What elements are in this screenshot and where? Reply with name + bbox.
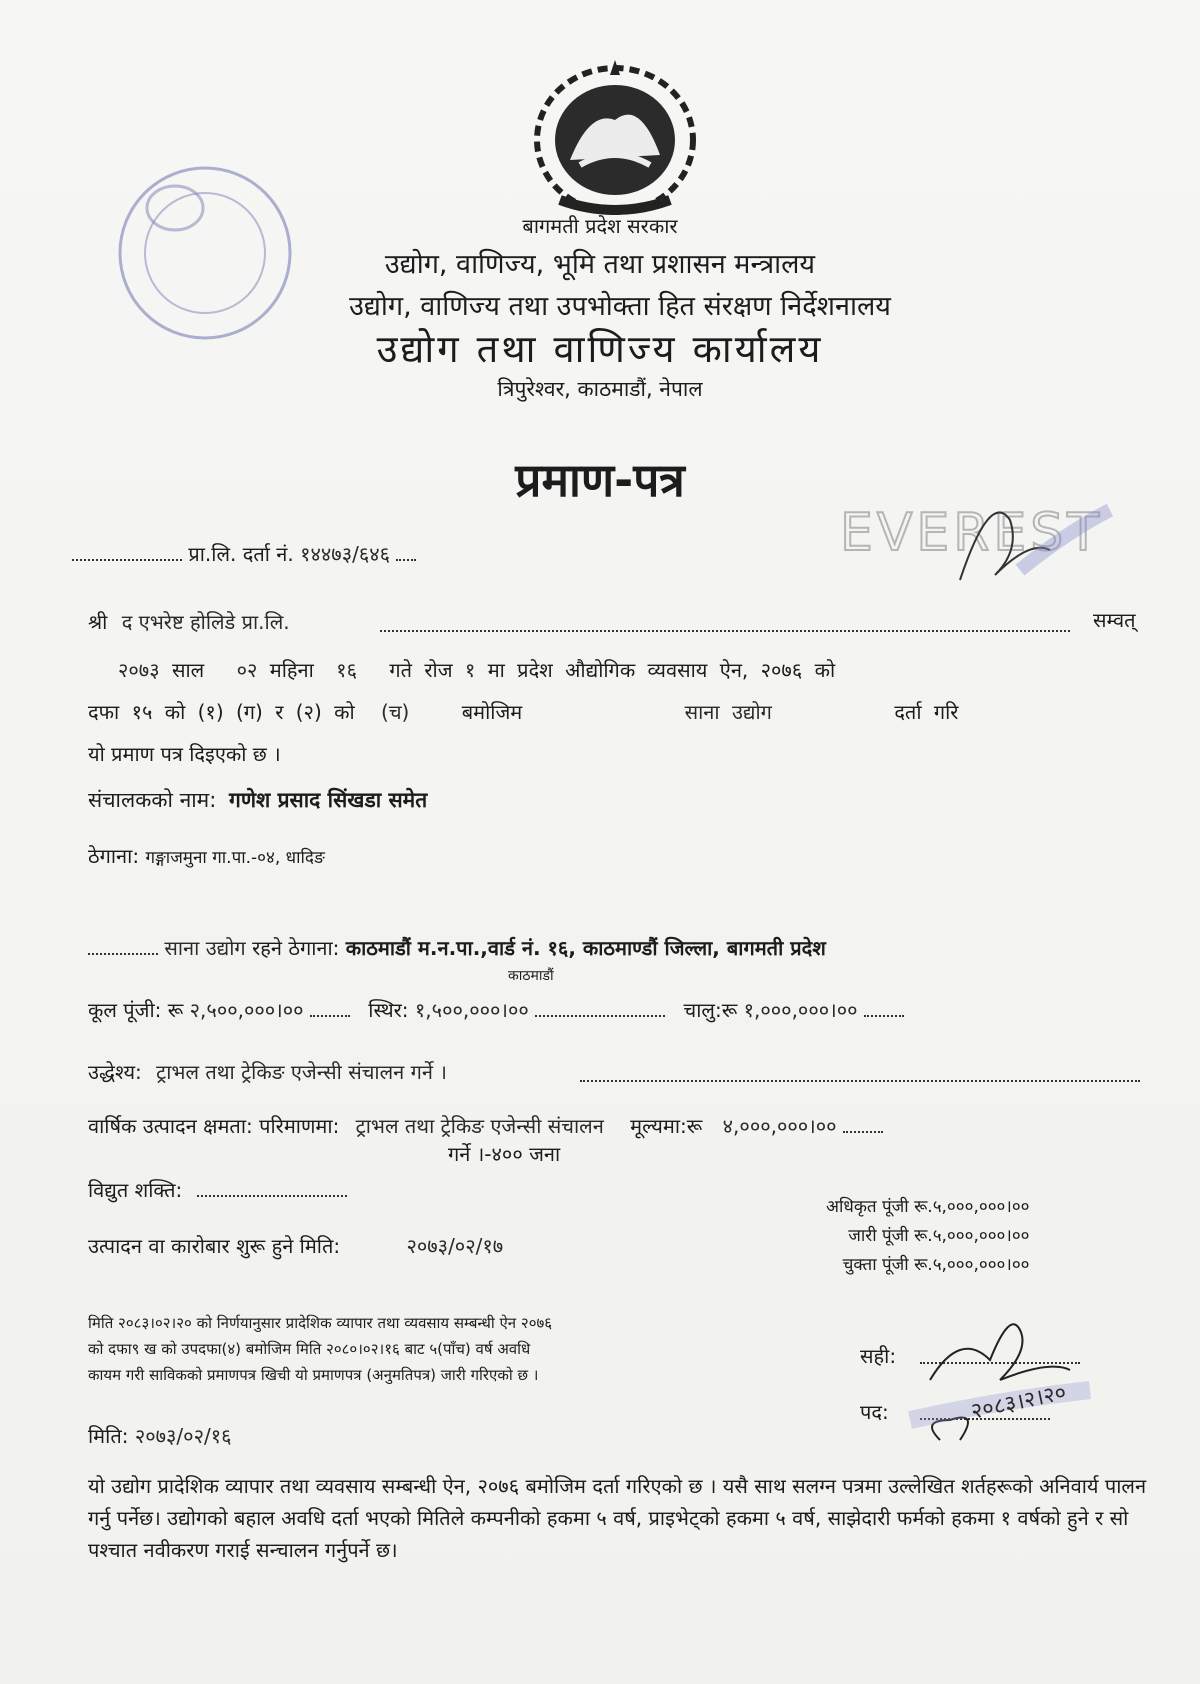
directorate-name: उद्योग, वाणिज्य तथा उपभोक्ता हित संरक्षण निर्देशनालय — [349, 291, 891, 322]
nepal-emblem-icon — [520, 50, 710, 220]
section-text: दफा १५ को (१) (ग) र (२) को — [88, 700, 355, 724]
worth-label: मूल्यमा:रू — [630, 1114, 703, 1138]
issue-date-value: २०७३/०२/१६ — [134, 1424, 232, 1448]
authorized-row: अधिकृत पूंजी रू.५,०००,०००।०० — [826, 1197, 1030, 1217]
company-line — [88, 608, 290, 635]
worth-value: ४,०००,०००।०० — [722, 1114, 837, 1138]
sign-label: सही: — [860, 1344, 897, 1368]
office-address: त्रिपुरेश्वर, काठमाडौं, नेपाल — [497, 377, 703, 401]
registration-label: प्रा.लि. दर्ता नं. — [188, 542, 294, 566]
power-label: विद्युत शक्ति: — [88, 1178, 183, 1202]
director-name: गणेश प्रसाद सिंखडा समेत — [229, 788, 428, 812]
start-date-line — [88, 1232, 503, 1259]
capital-line — [88, 996, 904, 1023]
section-line — [88, 698, 959, 725]
govt-name: बागमती प्रदेश सरकार — [522, 214, 678, 238]
registered-text: दर्ता गरि — [894, 700, 959, 724]
handwritten-date: २०८३।२।२० — [968, 1380, 1069, 1425]
company-prefix: श्री — [88, 610, 108, 634]
capacity-label: वार्षिक उत्पादन क्षमता: परिमाणमा: — [88, 1114, 340, 1138]
objective-value: ट्राभल तथा ट्रेकिङ एजेन्सी संचालन गर्ने । — [156, 1060, 447, 1084]
fixed-capital-value: १,५००,०००।०० — [414, 998, 529, 1022]
authorized-capital-box — [826, 1193, 1030, 1280]
current-capital-value: १,०००,०००।०० — [743, 998, 858, 1022]
signature-mark — [900, 1290, 1100, 1460]
industry-location-line — [88, 934, 826, 961]
year-value: २०७३ — [118, 658, 160, 682]
renewal-note-line: मिति २०८३।०२।२० को निर्णयानुसार प्रादेशिक व्यापार तथा व्यवसाय सम्बन्धी ऐन २०७६ — [88, 1314, 553, 1332]
capacity-value: ट्राभल तथा ट्रेकिङ एजेन्सी संचालन — [355, 1114, 604, 1138]
capacity-line — [88, 1112, 883, 1139]
start-date-label: उत्पादन वा कारोबार शुरू हुने मिति: — [88, 1234, 341, 1258]
issued-row: जारी पूंजी रू.५,०००,०००।०० — [848, 1226, 1030, 1246]
paid-row: चुक्ता पूंजी रू.५,०००,०००।०० — [842, 1255, 1030, 1275]
registration-line — [72, 540, 416, 567]
industry-category: साना उद्योग — [164, 936, 246, 960]
post-label: पद: — [860, 1400, 889, 1424]
start-date-value: २०७३/०२/१७ — [406, 1234, 504, 1258]
address-line — [88, 842, 325, 869]
director-line — [88, 786, 427, 814]
office-name: उद्योग तथा वाणिज्य कार्यालय — [376, 327, 824, 371]
act-text: मा प्रदेश औद्योगिक व्यवसाय ऐन, २०७६ को — [487, 658, 836, 682]
samvat-label: सम्वत् — [1093, 608, 1136, 632]
current-capital-label: चालु:रू — [683, 998, 738, 1022]
section-basis: बमोजिम — [461, 700, 523, 724]
issued-text: यो प्रमाण पत्र दिइएको छ । — [88, 742, 281, 766]
month-label: महिना — [269, 658, 314, 682]
footer-paragraph: यो उद्योग प्रादेशिक व्यापार तथा व्यवसाय सम्बन्धी ऐन, २०७६ बमोजिम दर्ता गरिएको छ । यसै साथ सलग्न पत्रमा उल्लेखित शर्तहरूको अनिवार्य पालन गर्नु पर्नेछ। उद्योगको बहाल अवधि दर्ता भएको मितिले कम्पनीको हकमा ५ वर्ष, प्राइभेट्को हकमा ५ वर्ष, साझेदारी फर्मको हकमा १ वर्षको हुने र सो पश्चात नवीकरण गराई सन्चालन गर्नुपर्ने छ। — [88, 1474, 1147, 1562]
renewal-note — [88, 1310, 552, 1388]
total-capital-label: कूल पूंजी: रू — [88, 998, 184, 1022]
location-value: काठमाडौं म.न.पा.,वार्ड नं. १६, काठमाण्डौं जिल्ला, बागमती प्रदेश — [345, 936, 826, 960]
company-stamp-text: EVEREST — [840, 503, 1104, 563]
clause-value: (च) — [381, 700, 410, 724]
objective-line — [88, 1058, 447, 1085]
category-value: साना उद्योग — [684, 700, 772, 724]
registration-number: १४४७३/६४६ — [300, 542, 391, 566]
company-name: द एभरेष्ट होलिडे प्रा.लि. — [121, 610, 290, 634]
month-value: ०२ — [236, 658, 258, 682]
weekday-value: १ — [464, 658, 476, 682]
location-sub: काठमाडौं — [508, 968, 554, 984]
fixed-capital-label: स्थिर: — [368, 998, 409, 1022]
issue-date-line — [88, 1422, 232, 1449]
address-value: गङ्गाजमुना गा.पा.-०४, धादिङ — [145, 848, 325, 868]
address-label: ठेगाना: — [88, 844, 140, 868]
objective-label: उद्धेश्य: — [88, 1060, 142, 1084]
date-line — [118, 656, 835, 683]
ministry-name: उद्योग, वाणिज्य, भूमि तथा प्रशासन मन्त्रालय — [384, 249, 816, 280]
director-label: संचालकको नाम: — [88, 788, 217, 812]
day-value: १६ — [336, 658, 357, 682]
capacity-value-2: गर्ने ।-४०० जना — [448, 1142, 561, 1166]
renewal-note-line: कायम गरी साविकको प्रमाणपत्र खिची यो प्रमाणपत्र (अनुमतिपत्र) जारी गरिएको छ । — [88, 1366, 539, 1384]
certificate-title: प्रमाण-पत्र — [515, 453, 685, 507]
day-label: गते रोज — [389, 658, 453, 682]
total-capital-value: २,५००,०००।०० — [189, 998, 304, 1022]
location-label: रहने ठेगाना: — [252, 936, 340, 960]
power-line — [88, 1176, 347, 1203]
year-label: साल — [171, 658, 205, 682]
issue-date-label: मिति: — [88, 1424, 129, 1448]
renewal-note-line: को दफा९ ख को उपदफा(४) बमोजिम मिति २०८०।०२।१६ बाट ५(पाँच) वर्ष अवधि — [88, 1340, 531, 1358]
